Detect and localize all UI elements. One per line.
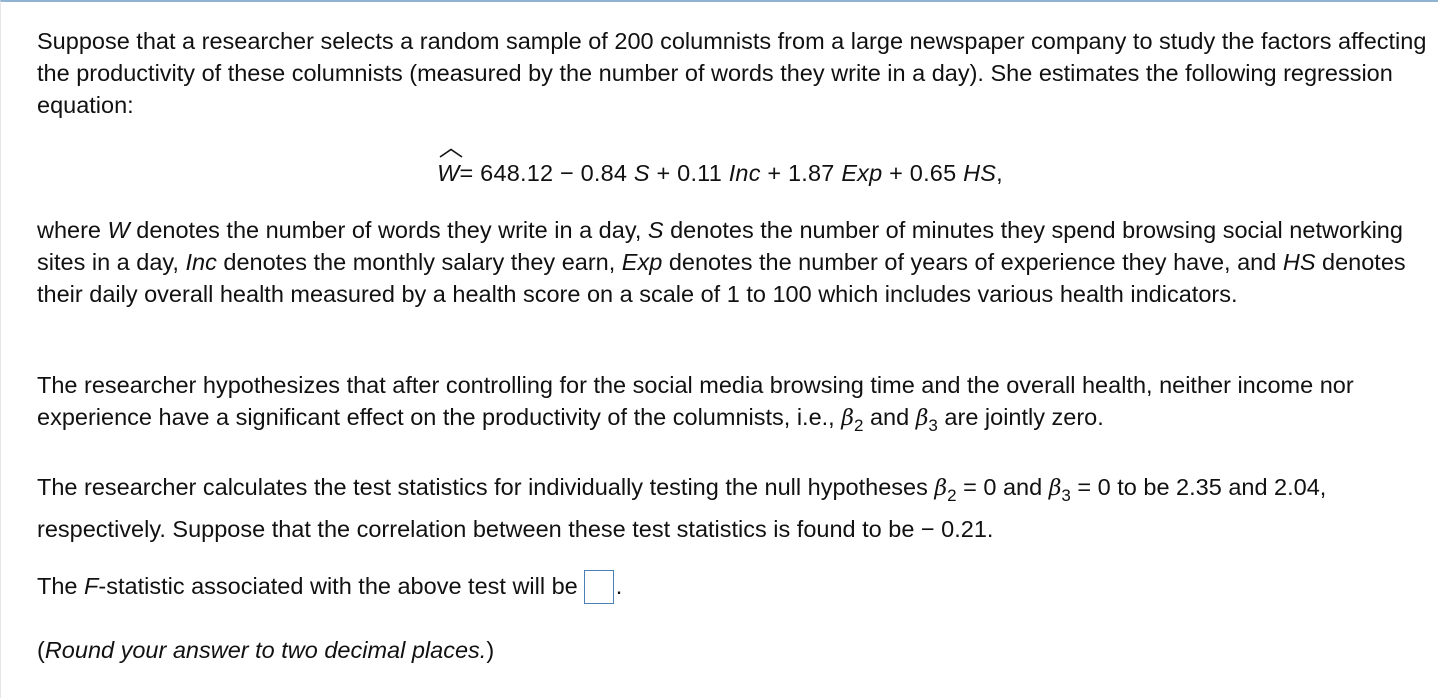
where-var-w: W: [107, 217, 130, 243]
where-text-3: denotes the number of minutes they spend browsing social networking sites in a day,: [37, 217, 1403, 275]
where-var-s: S: [647, 217, 664, 243]
rounding-instruction: [37, 634, 1427, 666]
equation-lhs: W: [437, 160, 460, 186]
answer-input-box[interactable]: [584, 570, 614, 604]
round-open-paren: (: [37, 637, 45, 663]
where-text-5: denotes the number of years of experience they have, and: [662, 249, 1283, 275]
fstat-period: .: [615, 573, 623, 599]
where-text-6: denotes their daily overall health measured by a health score on a scale of 1 to 100 which includes various health indicators.: [37, 249, 1406, 307]
equation-tail: ,: [996, 160, 1003, 186]
hypothesis-text-1: The researcher hypothesizes that after controlling for the social media browsing time and the overall health, neither income nor experience have a significant effect on the productivity of the columnists, i.e.,: [37, 372, 1354, 430]
hypothesis-text-3: are jointly zero.: [937, 404, 1104, 430]
hat-accent-icon: [439, 148, 463, 158]
stats-text-2: = 0 and: [956, 474, 1049, 500]
where-text-2: denotes the number of words they write in a day,: [129, 217, 648, 243]
round-close-paren: ): [486, 637, 495, 663]
beta-subscript-3: 3: [928, 416, 938, 435]
test-statistics-paragraph: [37, 467, 1427, 549]
equation-var-exp: Exp: [841, 160, 883, 186]
beta-symbol: β: [1048, 476, 1062, 501]
fstat-text-1: The: [37, 573, 85, 599]
where-text-4: denotes the monthly salary they earn,: [216, 249, 622, 275]
where-var-inc: Inc: [185, 249, 217, 275]
equation-rhs-4: + 0.65: [882, 160, 964, 186]
equation-var-s: S: [633, 160, 650, 186]
f-statistic-question: [37, 570, 1427, 604]
where-var-exp: Exp: [621, 249, 663, 275]
beta-subscript-2: 2: [853, 416, 864, 435]
beta-symbol: β: [934, 476, 948, 501]
fstat-text-2: -statistic associated with the above test will be: [98, 573, 578, 599]
beta-symbol: β: [841, 406, 854, 431]
beta-subscript-3: 3: [1061, 486, 1071, 505]
round-note-text: Round your answer to two decimal places.: [44, 637, 487, 663]
intro-paragraph: Suppose that a researcher selects a random sample of 200 columnists from a large newspaper company to study the factors affecting the productivity of these columnists (measured by the number of words they write in a day). She estimates the following regression equation:: [37, 28, 1427, 118]
where-var-hs: HS: [1282, 249, 1316, 275]
hypothesis-text-2: and: [863, 404, 916, 430]
beta-symbol: β: [915, 406, 929, 431]
where-text-1: where: [37, 217, 108, 243]
stats-text-3: = 0 to be 2.35 and 2.04, respectively. Suppose that the correlation between these test statistics is found to be − 0.21.: [37, 474, 1327, 542]
fstat-var-f: F: [84, 573, 99, 599]
variable-definitions-paragraph: [37, 214, 1427, 310]
regression-equation: [1, 157, 1438, 189]
beta-subscript-2: 2: [947, 486, 957, 505]
hypothesis-paragraph: [37, 369, 1427, 435]
equation-var-inc: Inc: [728, 160, 761, 186]
equation-rhs-2: + 0.11: [649, 160, 729, 186]
w-hat-symbol: [437, 157, 459, 189]
equation-var-hs: HS: [963, 160, 997, 186]
equation-rhs-3: + 1.87: [760, 160, 842, 186]
stats-text-1: The researcher calculates the test statistics for individually testing the null hypotheses: [37, 474, 935, 500]
equation-rhs-1: = 648.12 − 0.84: [459, 160, 634, 186]
